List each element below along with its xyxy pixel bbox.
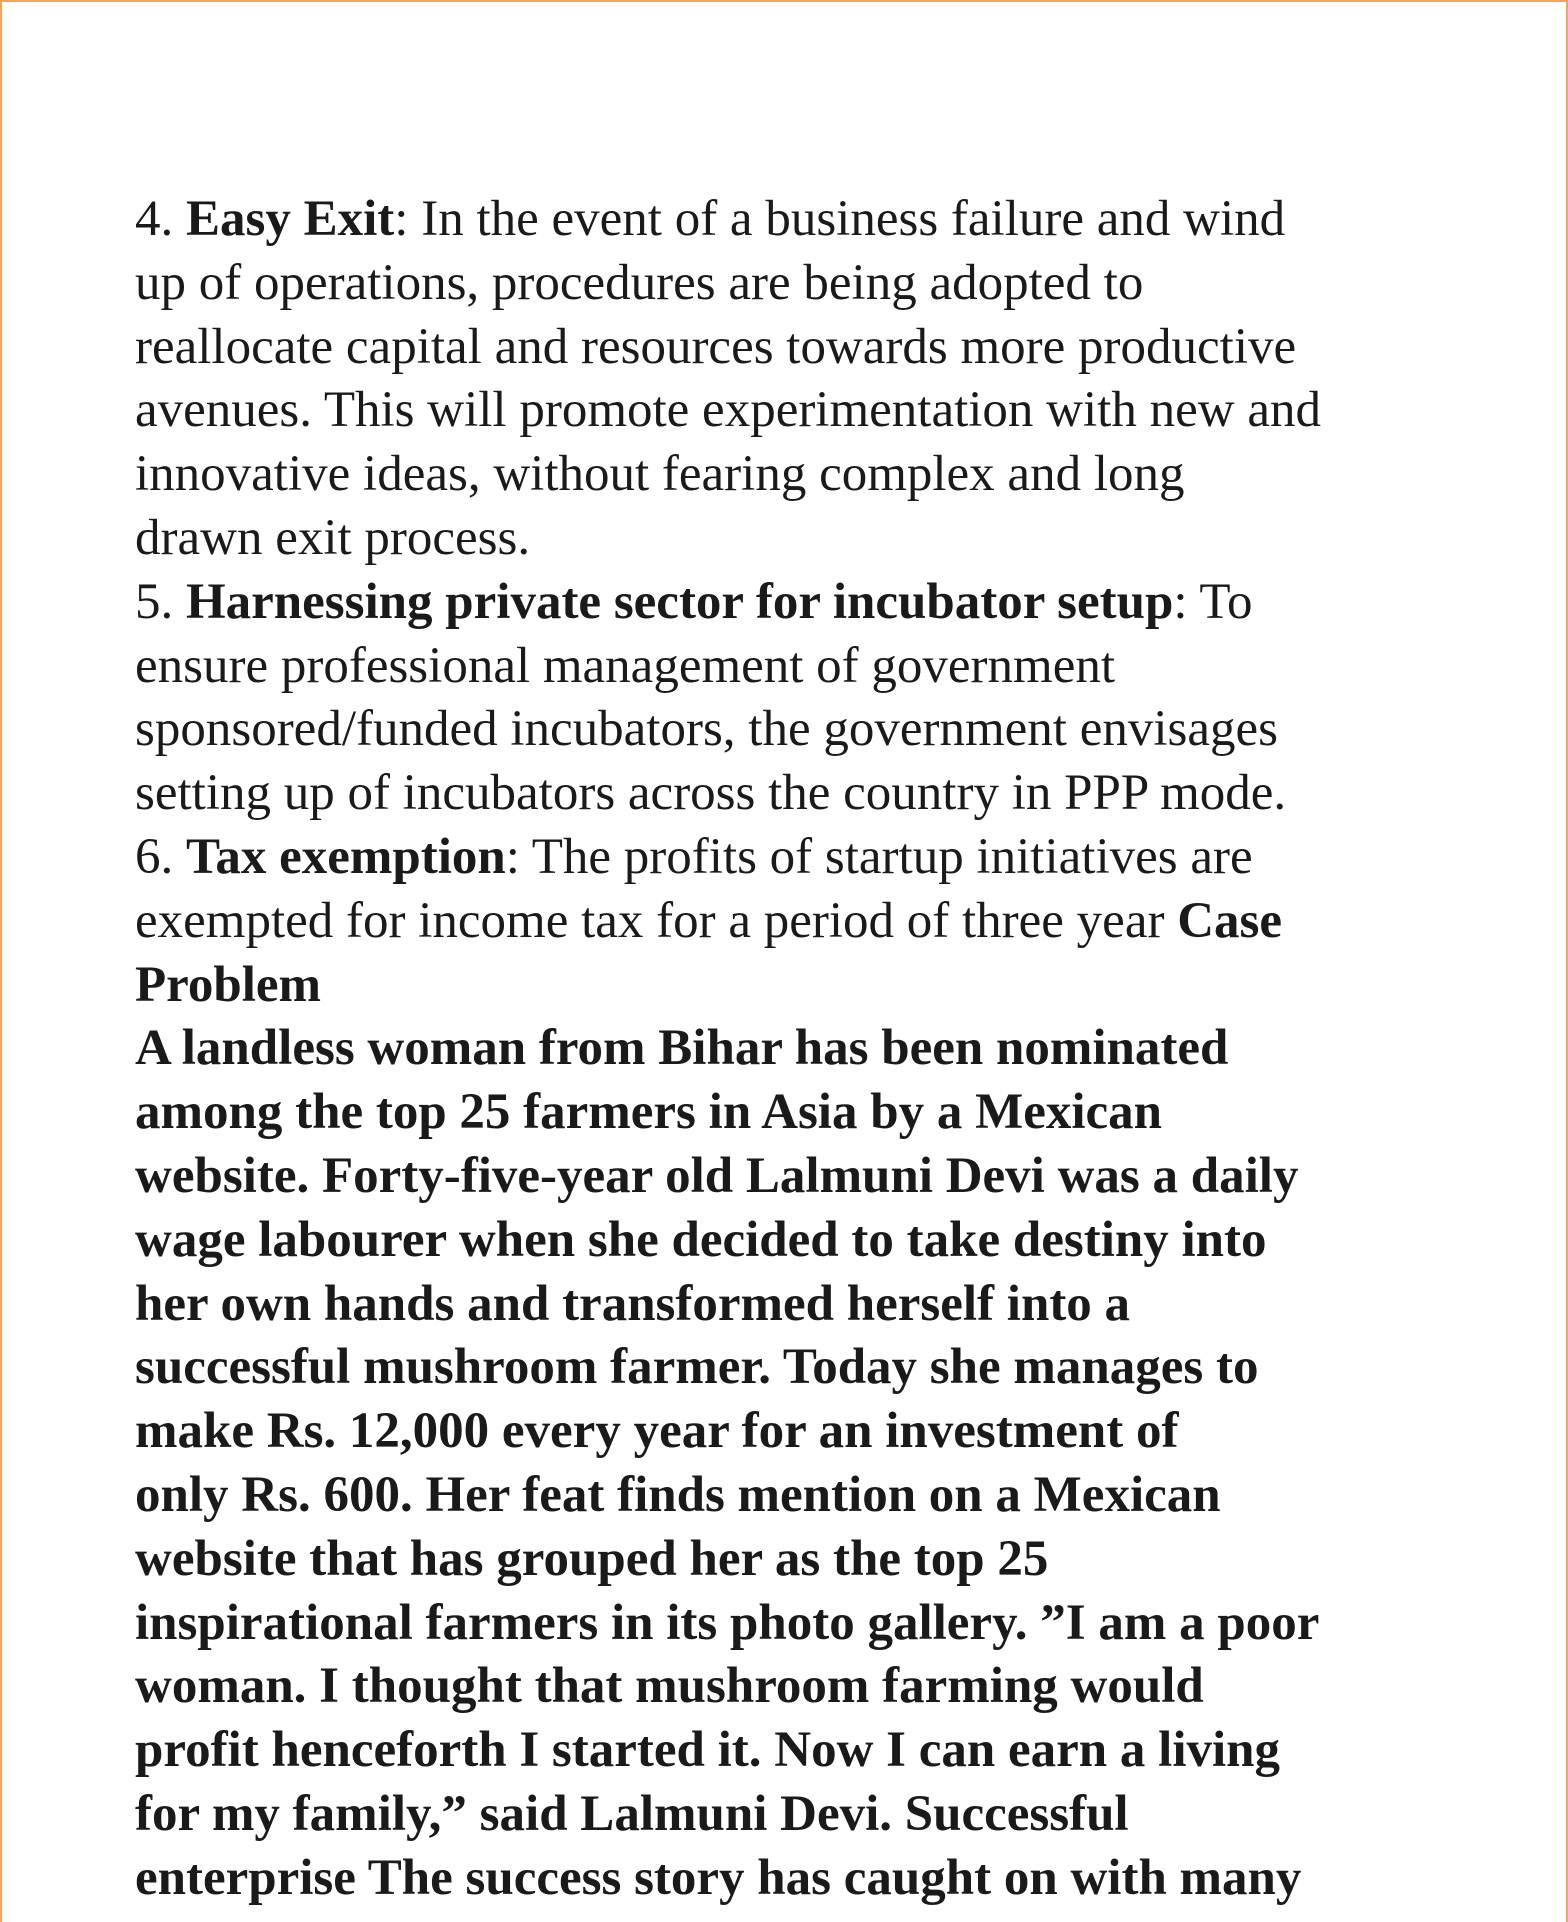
case-line-11: woman. I thought that mushroom farming would <box>135 1658 1204 1715</box>
case-line-12: profit henceforth I started it. Now I can earn a living <box>135 1722 1281 1779</box>
case-line-1: A landless woman from Bihar has been nominated <box>135 1020 1229 1077</box>
case-line-6: successful mushroom farmer. Today she manages to <box>135 1339 1259 1396</box>
item-5-number: 5. <box>135 573 186 630</box>
case-line-4: wage labourer when she decided to take destiny into <box>135 1211 1267 1268</box>
item-5-line-4: setting up of incubators across the country in PPP mode. <box>135 765 1287 822</box>
case-line-8: only Rs. 600. Her feat finds mention on a Mexican <box>135 1466 1221 1523</box>
case-line-9: website that has grouped her as the top 25 <box>135 1530 1049 1587</box>
item-4-line-5: innovative ideas, without fearing complex and long <box>135 446 1185 503</box>
case-line-5: her own hands and transformed herself into a <box>135 1275 1131 1332</box>
case-line-3: website. Forty-five-year old Lalmuni Devi was a daily <box>135 1147 1299 1204</box>
case-line-10: inspirational farmers in its photo gallery. ”I am a poor <box>135 1594 1320 1651</box>
case-line-2: among the top 25 farmers in Asia by a Mexican <box>135 1084 1163 1141</box>
item-6-title: Tax exemption <box>186 828 506 885</box>
case-heading-part2: Problem <box>135 956 322 1013</box>
document-body <box>135 188 1535 1911</box>
item-4-line-2: up of operations, procedures are being adopted to <box>135 254 1144 311</box>
case-line-13: for my family,” said Lalmuni Devi. Successful <box>135 1785 1129 1842</box>
item-6-line-1: 6. Tax exemption: The profits of startup initiatives are <box>135 828 1253 885</box>
item-5-line-3: sponsored/funded incubators, the government envisages <box>135 701 1278 758</box>
case-line-7: make Rs. 12,000 every year for an investment of <box>135 1403 1179 1460</box>
item-4-line-4: avenues. This will promote experimentation with new and <box>135 382 1321 439</box>
item-5-title: Harnessing private sector for incubator setup <box>186 573 1174 630</box>
item-5-line-2: ensure professional management of government <box>135 637 1116 694</box>
item-4-line-6: drawn exit process. <box>135 509 531 566</box>
item-6-line-2: exempted for income tax for a period of three year Case <box>135 892 1283 949</box>
item-5-line-1: 5. Harnessing private sector for incubator setup: To <box>135 573 1253 630</box>
item-6-number: 6. <box>135 828 186 885</box>
item-4-line-3: reallocate capital and resources towards more productive <box>135 318 1297 375</box>
case-heading-part1: Case <box>1177 892 1283 949</box>
case-line-14: enterprise The success story has caught on with many <box>135 1849 1302 1906</box>
item-4-number: 4. <box>135 191 186 247</box>
item-4-title: Easy Exit <box>186 191 395 247</box>
item-4-line-1: 4. Easy Exit: In the event of a business failure and wind <box>135 191 1286 247</box>
